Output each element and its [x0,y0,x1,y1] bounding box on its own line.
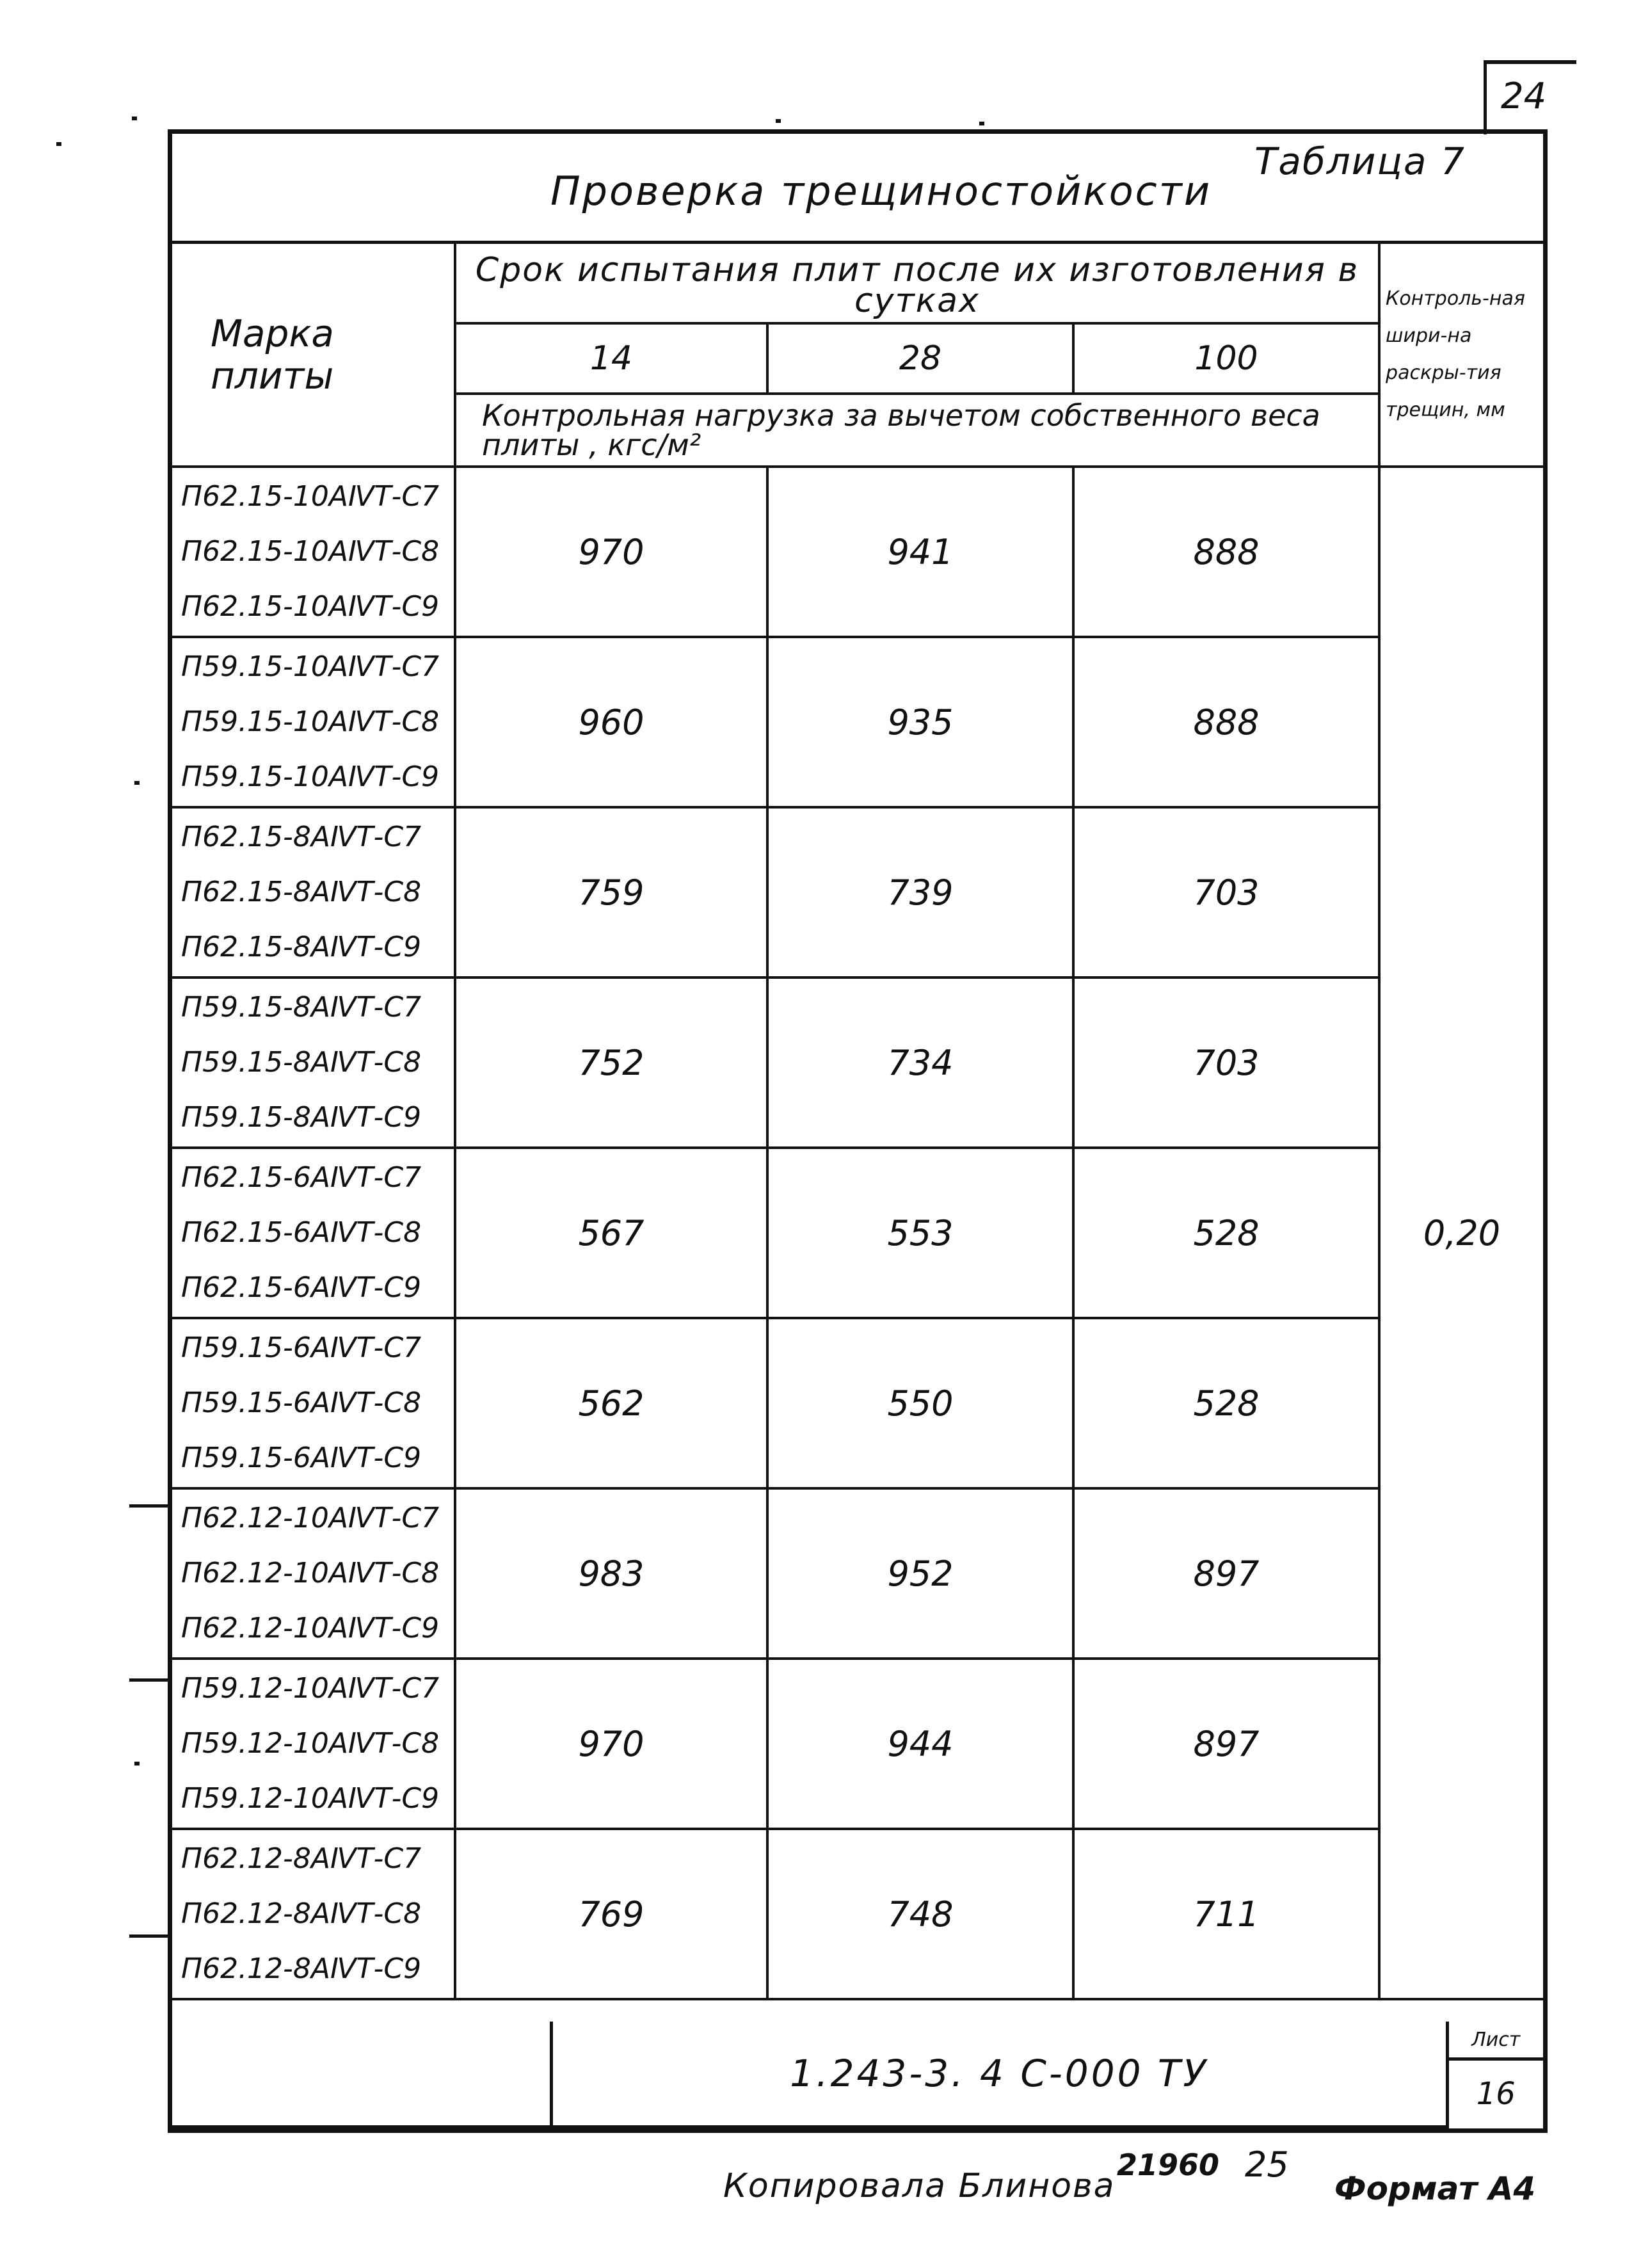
load-day-14: 970 [455,1659,767,1829]
crack-width-value: 0,20 [1379,467,1543,1999]
load-day-14: 769 [455,1829,767,1999]
scan-speck [134,781,140,785]
table-number: Таблица 7 [1254,140,1466,183]
load-day-100: 711 [1073,1829,1379,1999]
load-day-14: 960 [455,637,767,807]
scan-speck [132,117,137,120]
crack-resistance-table [172,244,1543,2000]
scan-speck [776,119,781,123]
header-day-28: 28 [767,323,1073,394]
sheet-label: Лист [1447,2022,1543,2059]
scan-speck [134,1762,140,1765]
brand-item: П62.12-10АⅣТ-С7 [181,1502,440,1534]
margin-tick [129,1678,168,1682]
brand-item: П62.12-10АⅣТ-С8 [181,1557,440,1589]
sheet-value: 16 [1447,2059,1543,2127]
title-block-empty-cell [172,2022,551,2127]
brand-group [172,807,455,977]
brand-item: П59.15-6АⅣТ-С8 [181,1387,422,1419]
brand-group [172,467,455,637]
load-day-28: 550 [767,1318,1073,1488]
load-day-100: 888 [1073,637,1379,807]
brand-item: П59.15-10АⅣТ-С8 [181,705,440,738]
load-day-14: 752 [455,977,767,1148]
brand-item: П62.12-10АⅣТ-С9 [181,1612,440,1645]
brand-item: П59.15-6АⅣТ-С9 [181,1442,422,1474]
brand-item: П59.15-8АⅣТ-С8 [181,1046,422,1079]
brand-item: П62.15-8АⅣТ-С9 [181,931,422,963]
brand-item: П62.15-8АⅣТ-С7 [181,821,422,853]
brand-item: П59.15-6АⅣТ-С7 [181,1331,422,1364]
brand-item: П59.12-10АⅣТ-С8 [181,1727,440,1760]
load-day-28: 734 [767,977,1073,1148]
load-day-28: 944 [767,1659,1073,1829]
document-designation: 1.243-3. 4 С-000 ТУ [551,2022,1447,2127]
brand-group [172,977,455,1148]
brand-item: П59.12-10АⅣТ-С9 [181,1782,440,1815]
scan-speck [979,122,984,125]
load-day-100: 528 [1073,1318,1379,1488]
load-day-14: 562 [455,1318,767,1488]
load-day-14: 970 [455,467,767,637]
table-title: Проверка трещиностойкости [550,168,1212,214]
brand-group [172,1659,455,1829]
load-day-28: 739 [767,807,1073,977]
header-brand: Марка плиты [172,244,455,467]
brand-group [172,1148,455,1318]
brand-group [172,1488,455,1659]
margin-tick [129,1934,168,1938]
load-day-100: 897 [1073,1659,1379,1829]
brand-group [172,637,455,807]
brand-item: П59.15-10АⅣТ-С7 [181,650,440,683]
brand-item: П62.12-8АⅣТ-С8 [181,1897,422,1930]
archive-number: 21960 [1117,2148,1220,2182]
load-day-28: 553 [767,1148,1073,1318]
load-day-100: 703 [1073,977,1379,1148]
load-day-100: 897 [1073,1488,1379,1659]
header-crack-width: Контроль-ная шири-на раскры-тия трещин, мм [1379,244,1543,467]
load-day-100: 888 [1073,467,1379,637]
margin-tick [129,1504,168,1508]
header-test-period: Срок испытания плит после их изготовления в сутках [455,244,1379,323]
load-day-100: 703 [1073,807,1379,977]
brand-item: П59.12-10АⅣТ-С7 [181,1672,440,1705]
brand-item: П62.15-10АⅣТ-С8 [181,535,440,568]
load-day-28: 952 [767,1488,1073,1659]
header-control-load: Контрольная нагрузка за вычетом собственного веса плиты , кгс/м² [455,394,1379,467]
brand-item: П62.15-6АⅣТ-С7 [181,1161,422,1194]
brand-group [172,1829,455,1999]
load-day-14: 567 [455,1148,767,1318]
brand-item: П62.12-8АⅣТ-С9 [181,1952,422,1985]
load-day-14: 759 [455,807,767,977]
brand-item: П59.15-8АⅣТ-С9 [181,1101,422,1134]
archive-suffix: 25 [1245,2144,1289,2185]
title-block [172,2022,1543,2128]
sheet-corner-number: 24 [1501,76,1547,117]
load-day-28: 748 [767,1829,1073,1999]
load-day-14: 983 [455,1488,767,1659]
header-day-14: 14 [455,323,767,394]
load-day-28: 935 [767,637,1073,807]
header-day-100: 100 [1073,323,1379,394]
load-day-28: 941 [767,467,1073,637]
brand-item: П62.12-8АⅣТ-С7 [181,1842,422,1875]
brand-item: П62.15-10АⅣТ-С7 [181,480,440,513]
brand-item: П59.15-10АⅣТ-С9 [181,760,440,793]
brand-item: П62.15-6АⅣТ-С8 [181,1216,422,1249]
brand-item: П62.15-10АⅣТ-С9 [181,590,440,623]
load-day-100: 528 [1073,1148,1379,1318]
copied-by: Копировала Блинова [723,2167,1116,2205]
paper-format: Формат А4 [1334,2170,1536,2207]
brand-item: П62.15-6АⅣТ-С9 [181,1271,422,1304]
brand-item: П62.15-8АⅣТ-С8 [181,876,422,908]
brand-item: П59.15-8АⅣТ-С7 [181,991,422,1024]
scan-speck [56,142,61,146]
brand-group [172,1318,455,1488]
